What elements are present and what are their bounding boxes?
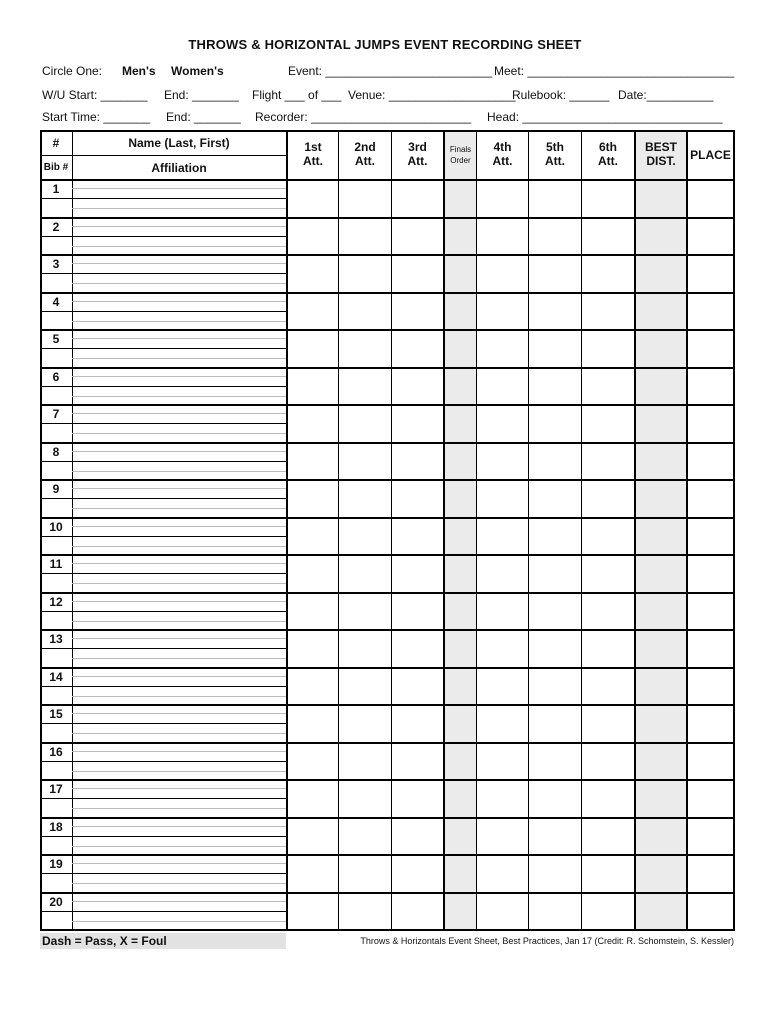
row-number: 8 bbox=[52, 444, 60, 459]
name-subline bbox=[72, 526, 286, 527]
name-subline bbox=[72, 658, 286, 659]
name-subline bbox=[72, 546, 286, 547]
row-mid-line bbox=[40, 423, 288, 424]
row-number: 7 bbox=[52, 407, 60, 421]
name-subline bbox=[72, 771, 286, 772]
row-mid-line bbox=[40, 761, 288, 762]
name-subline bbox=[72, 321, 286, 322]
row-mid-line bbox=[40, 273, 288, 274]
col-finals-order: Finals Order bbox=[449, 145, 472, 165]
name-subline bbox=[72, 696, 286, 697]
name-subline bbox=[72, 508, 286, 509]
row-mid-line bbox=[40, 873, 288, 874]
col-att4: 4th Att. bbox=[492, 140, 513, 168]
name-subline bbox=[72, 301, 286, 302]
name-subline bbox=[72, 751, 286, 752]
name-subline bbox=[72, 788, 286, 789]
col-att6: 6th Att. bbox=[598, 140, 618, 168]
name-subline bbox=[72, 883, 286, 884]
col-att5: 5th Att. bbox=[545, 140, 565, 168]
flight-field[interactable]: Flight ___ of ___ bbox=[252, 88, 342, 102]
row-mid-line bbox=[40, 573, 288, 574]
col-place: PLACE bbox=[690, 148, 731, 162]
row-mid-line bbox=[40, 836, 288, 837]
row-number: 18 bbox=[49, 819, 63, 834]
name-subline bbox=[72, 433, 286, 434]
name-subline bbox=[72, 901, 286, 902]
row-mid-line bbox=[40, 686, 288, 687]
col-att2: 2nd Att. bbox=[354, 140, 376, 168]
row-mid-line bbox=[40, 498, 288, 499]
end-time-field[interactable]: End: _______ bbox=[166, 110, 241, 124]
row-number: 5 bbox=[52, 332, 60, 346]
name-subline bbox=[72, 188, 286, 189]
row-number: 11 bbox=[49, 557, 63, 571]
mens-option[interactable]: Men's bbox=[122, 64, 156, 78]
venue-field[interactable]: Venue: ___________________ bbox=[348, 88, 516, 102]
row-mid-line bbox=[40, 236, 288, 237]
start-time-field[interactable]: Start Time: _______ bbox=[42, 110, 151, 124]
row-number: 17 bbox=[49, 782, 63, 796]
name-subline bbox=[72, 921, 286, 922]
legend-pass-foul: Dash = Pass, X = Foul bbox=[40, 933, 286, 949]
row-number: 12 bbox=[49, 594, 63, 609]
head-field[interactable]: Head: ______________________________ bbox=[487, 110, 723, 124]
row-mid-line bbox=[40, 536, 288, 537]
recorder-field[interactable]: Recorder: ________________________ bbox=[255, 110, 472, 124]
name-subline bbox=[72, 413, 286, 414]
row-mid-line bbox=[40, 723, 288, 724]
col-affiliation: Affiliation bbox=[151, 161, 207, 175]
name-subline bbox=[72, 488, 286, 489]
sheet-title: THROWS & HORIZONTAL JUMPS EVENT RECORDING SHEET bbox=[188, 37, 582, 52]
name-subline bbox=[72, 263, 286, 264]
row-number: 19 bbox=[49, 857, 63, 871]
row-mid-line bbox=[40, 386, 288, 387]
row-mid-line bbox=[40, 311, 288, 312]
rulebook-field[interactable]: Rulebook: ______ bbox=[512, 88, 610, 102]
name-subline bbox=[72, 376, 286, 377]
row-number: 10 bbox=[49, 519, 63, 534]
event-field[interactable]: Event: _________________________ bbox=[288, 64, 493, 78]
row-mid-line bbox=[40, 461, 288, 462]
recording-table bbox=[40, 130, 735, 930]
name-subline bbox=[72, 563, 286, 564]
row-number: 9 bbox=[52, 482, 60, 496]
row-number: 14 bbox=[49, 669, 63, 684]
name-subline bbox=[72, 863, 286, 864]
name-subline bbox=[72, 338, 286, 339]
row-mid-line bbox=[40, 198, 288, 199]
name-subline bbox=[72, 246, 286, 247]
name-subline bbox=[72, 226, 286, 227]
name-subline bbox=[72, 638, 286, 639]
warmup-end-field[interactable]: End: _______ bbox=[164, 88, 239, 102]
name-subline bbox=[72, 583, 286, 584]
row-number: 2 bbox=[52, 219, 60, 234]
table-top-border bbox=[40, 130, 735, 132]
name-subline bbox=[72, 676, 286, 677]
row-border bbox=[40, 929, 735, 931]
name-subline bbox=[72, 471, 286, 472]
row-number: 13 bbox=[49, 632, 63, 646]
row-number: 15 bbox=[49, 707, 63, 721]
col-name: Name (Last, First) bbox=[128, 136, 230, 150]
header-divider bbox=[40, 155, 288, 156]
row-mid-line bbox=[40, 911, 288, 912]
row-number: 20 bbox=[49, 894, 63, 909]
name-subline bbox=[72, 808, 286, 809]
col-number: # bbox=[52, 136, 60, 150]
name-subline bbox=[72, 621, 286, 622]
name-subline bbox=[72, 601, 286, 602]
name-subline bbox=[72, 713, 286, 714]
row-number: 6 bbox=[52, 369, 60, 384]
warmup-start-field[interactable]: W/U Start: _______ bbox=[42, 88, 148, 102]
name-subline bbox=[72, 451, 286, 452]
col-att3: 3rd Att. bbox=[407, 140, 428, 168]
date-field[interactable]: Date:__________ bbox=[618, 88, 714, 102]
row-number: 1 bbox=[52, 182, 60, 196]
womens-option[interactable]: Women's bbox=[171, 64, 224, 78]
credit-line: Throws & Horizontals Event Sheet, Best Practices, Jan 17 (Credit: R. Schomstein, S. Kessler) bbox=[360, 936, 734, 946]
row-number: 4 bbox=[52, 294, 60, 309]
row-mid-line bbox=[40, 798, 288, 799]
row-number: 16 bbox=[49, 744, 63, 759]
row-mid-line bbox=[40, 611, 288, 612]
col-bib: Bib # bbox=[43, 162, 69, 173]
row-mid-line bbox=[40, 348, 288, 349]
name-subline bbox=[72, 733, 286, 734]
name-subline bbox=[72, 396, 286, 397]
col-best-dist: BEST DIST. bbox=[644, 140, 677, 168]
circle-one-label: Circle One: bbox=[42, 64, 103, 78]
row-mid-line bbox=[40, 648, 288, 649]
row-number: 3 bbox=[52, 257, 60, 271]
name-subline bbox=[72, 846, 286, 847]
name-subline bbox=[72, 283, 286, 284]
name-subline bbox=[72, 208, 286, 209]
meet-field[interactable]: Meet: _______________________________ bbox=[494, 64, 735, 78]
name-subline bbox=[72, 358, 286, 359]
col-att1: 1st Att. bbox=[303, 140, 323, 168]
name-subline bbox=[72, 826, 286, 827]
